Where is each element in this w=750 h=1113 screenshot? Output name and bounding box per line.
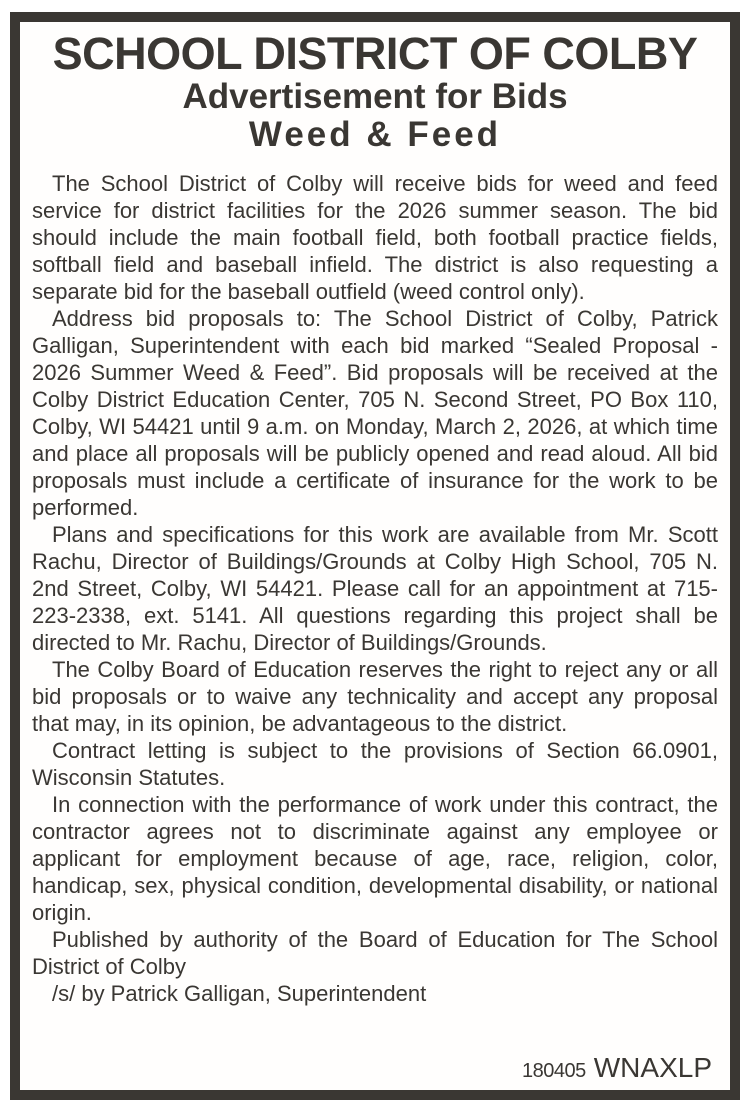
wnaxlp-code: WNAXLP	[593, 1052, 712, 1083]
notice-paragraph-nondiscrimination: In connection with the performance of work under this contract, the contractor agrees not to discriminate against any employee or applicant for employment because of age, race, religion, color, handicap, sex, physical condition, developmental disability, or national origin.	[32, 792, 718, 925]
notice-paragraph-plans-contact: Plans and specifications for this work are available from Mr. Scott Rachu, Director of Buildings/Grounds at Colby High School, 705 N. 2nd Street, Colby, WI 54421. Please call for an appointment at 715-223-2338, ext. 5141. All questions regarding this project shall be directed to Mr. Rachu, Director of Buildings/Grounds.	[32, 522, 718, 655]
notice-paragraph-rights-reserved: The Colby Board of Education reserves the right to reject any or all bid proposals or to waive any technicality and accept any proposal that may, in its opinion, be advantageous to the district.	[32, 657, 718, 736]
notice-paragraph-proposal-instructions: Address bid proposals to: The School District of Colby, Patrick Galligan, Superintendent with each bid marked “Sealed Proposal - 2026 Summer Weed & Feed”. Bid proposals will be received at the Colby District Education Center, 705 N. Second Street, PO Box 110, Colby, WI 54421 until 9 a.m. on Monday, March 2, 2026, at which time and place all proposals will be publicly opened and read aloud. All bid proposals must include a certificate of insurance for the work to be performed.	[32, 306, 718, 520]
notice-footer	[522, 1052, 712, 1084]
notice-number: 180405	[522, 1060, 586, 1082]
notice-paragraph-intro: The School District of Colby will receive bids for weed and feed service for district facilities for the 2026 summer season. The bid should include the main football field, both football practice fields, softball field and baseball infield. The district is also requesting a separate bid for the baseball outfield (weed control only).	[32, 171, 718, 304]
notice-title: SCHOOL DISTRICT OF COLBY	[52, 28, 698, 79]
legal-notice-frame	[10, 12, 740, 1100]
notice-paragraph-published-by: Published by authority of the Board of Education for The School District of Colby	[32, 927, 718, 979]
notice-body	[32, 170, 718, 1007]
notice-paragraph-contract-letting: Contract letting is subject to the provisions of Section 66.0901, Wisconsin Statutes.	[32, 738, 718, 790]
signature-line: /s/ by Patrick Galligan, Superintendent	[52, 981, 427, 1006]
notice-subtitle: Advertisement for Bids	[182, 77, 568, 116]
notice-subject: Weed & Feed	[248, 115, 502, 154]
